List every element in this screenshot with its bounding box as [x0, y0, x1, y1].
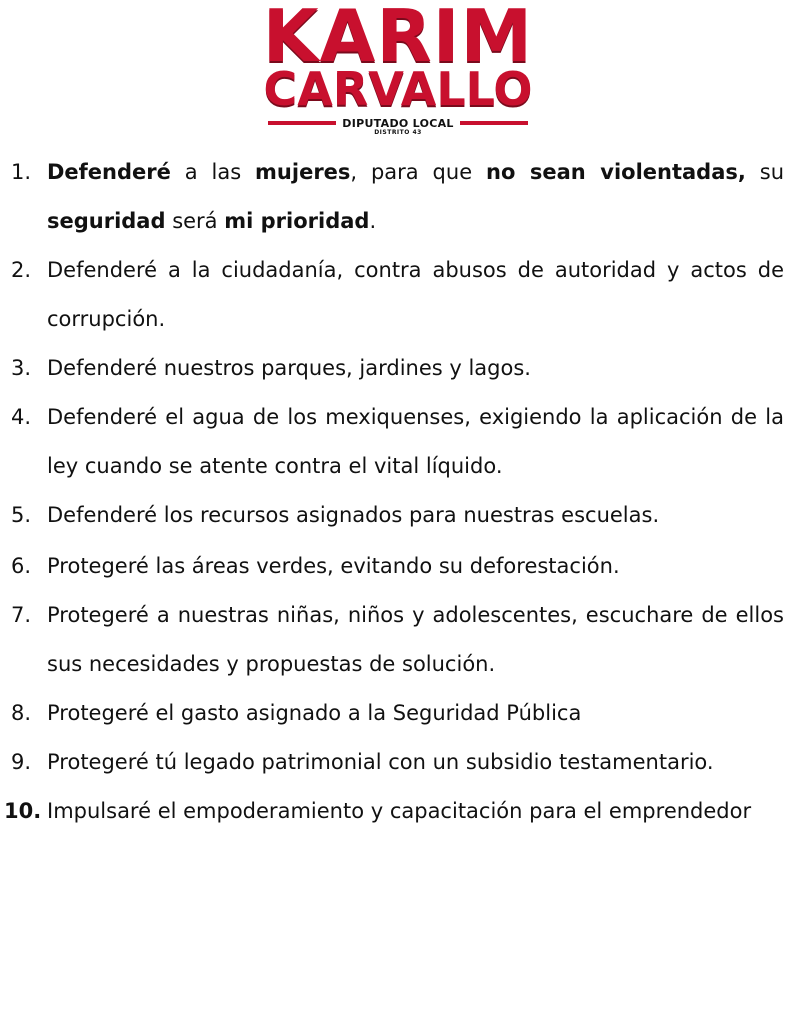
item-text: , para que	[350, 160, 486, 184]
logo-position-line	[268, 116, 528, 130]
item-number: 8.	[11, 701, 32, 725]
item-number: 2.	[11, 258, 32, 282]
item-number: 9.	[11, 750, 32, 774]
item-text: Defenderé a la ciudadanía, contra abusos de autoridad y actos de corrupción.	[47, 258, 784, 331]
item-text: Defenderé el agua de los mexiquenses, exigiendo la aplicación de la ley cuando se atente contra el vital líquido.	[47, 405, 784, 478]
item-text: será	[165, 209, 225, 233]
item-text: Impulsaré el empoderamiento y capacitación para el emprendedor	[47, 799, 752, 823]
list-item	[0, 591, 796, 689]
item-number: 3.	[11, 356, 32, 380]
candidate-logo	[0, 0, 796, 138]
list-item	[0, 148, 796, 246]
list-item	[0, 491, 796, 540]
item-number: 5.	[11, 503, 32, 527]
list-item	[0, 246, 796, 344]
logo-last-name: CARVALLO	[263, 62, 533, 116]
logo-district: DISTRITO 43	[374, 129, 422, 136]
logo-first-name: KARIM	[262, 0, 534, 78]
list-item	[0, 393, 796, 491]
item-number: 6.	[11, 554, 32, 578]
list-item	[0, 787, 796, 836]
item-text: Protegeré el gasto asignado a la Seguridad Pública	[47, 701, 582, 725]
list-item	[0, 542, 796, 591]
item-text: Defenderé los recursos asignados para nuestras escuelas.	[47, 503, 660, 527]
item-number: 10.	[4, 799, 42, 823]
logo-bar-left	[268, 121, 336, 125]
list-item	[0, 738, 796, 787]
list-item	[0, 344, 796, 393]
item-text: Protegeré a nuestras niñas, niños y adolescentes, escuchare de ellos sus necesidades y propuestas de solución.	[47, 603, 784, 676]
item-text: Protegeré las áreas verdes, evitando su deforestación.	[47, 554, 620, 578]
item-text: .	[369, 209, 377, 233]
logo-bar-right	[460, 121, 528, 125]
item-text-bold: mi prioridad	[224, 209, 370, 233]
item-text-bold: seguridad	[47, 209, 166, 233]
item-number: 4.	[11, 405, 32, 429]
item-text-bold: no sean violentadas,	[486, 160, 746, 184]
proposals-list	[0, 148, 796, 836]
item-number: 1.	[11, 160, 32, 184]
item-text: a las	[170, 160, 256, 184]
item-text: Protegeré tú legado patrimonial con un subsidio testamentario.	[47, 750, 714, 774]
item-text-bold: mujeres	[255, 160, 351, 184]
logo-position: DIPUTADO LOCAL	[342, 116, 454, 130]
list-item	[0, 689, 796, 738]
item-number: 7.	[11, 603, 32, 627]
item-text: Defenderé nuestros parques, jardines y lagos.	[47, 356, 531, 380]
item-text-bold: Defenderé	[47, 160, 171, 184]
item-text: su	[745, 160, 785, 184]
